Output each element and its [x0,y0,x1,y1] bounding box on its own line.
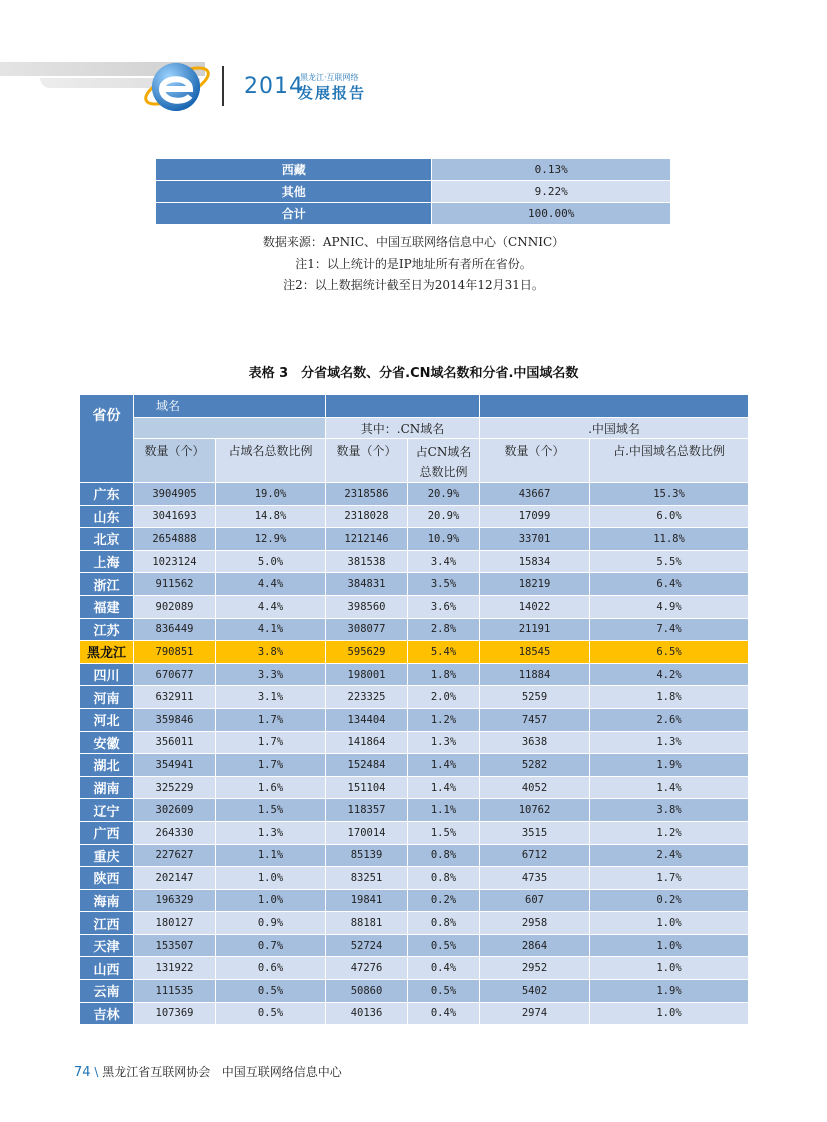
domain-ratio: 14.8% [216,505,326,528]
zhongguo-count: 33701 [480,528,590,551]
domain-ratio: 3.3% [216,663,326,686]
zhongguo-count: 15834 [480,550,590,573]
zhongguo-ratio: 15.3% [590,483,749,506]
note-2: 注2：以上数据统计截至日为2014年12月31日。 [283,278,544,292]
domain-count: 131922 [134,957,216,980]
province-name: 湖南 [80,776,134,799]
table-row [80,934,749,957]
domain-ratio: 1.1% [216,844,326,867]
province-name: 辽宁 [80,799,134,822]
domain-count: 202147 [134,867,216,890]
province-name: 广东 [80,483,134,506]
domain-count: 107369 [134,1002,216,1025]
domain-count: 325229 [134,776,216,799]
zhongguo-ratio: 2.4% [590,844,749,867]
cn-count: 308077 [326,618,408,641]
header-domain: 域名 [134,395,326,418]
province-name: 吉林 [80,1002,134,1025]
cn-count: 52724 [326,934,408,957]
header-subtitle-small: 黑龙江·互联网络 [300,73,359,82]
cn-count: 381538 [326,550,408,573]
domain-ratio: 0.9% [216,912,326,935]
domain-count: 359846 [134,708,216,731]
header-ratio-2 [408,439,480,483]
province-name: 山东 [80,505,134,528]
province-name: 四川 [80,663,134,686]
cn-ratio: 1.4% [408,776,480,799]
table1-value: 9.22% [432,181,671,203]
zhongguo-ratio: 1.0% [590,934,749,957]
cn-ratio: 0.8% [408,844,480,867]
zhongguo-ratio: 6.4% [590,573,749,596]
cn-ratio: 1.2% [408,708,480,731]
zhongguo-ratio: 3.8% [590,799,749,822]
zhongguo-count: 2864 [480,934,590,957]
table1-value: 100.00% [432,203,671,225]
table-row [80,776,749,799]
table1-value: 0.13% [432,159,671,181]
zhongguo-ratio: 1.0% [590,912,749,935]
domain-ratio: 0.7% [216,934,326,957]
table-row [80,844,749,867]
province-name: 河北 [80,708,134,731]
zhongguo-ratio: 1.7% [590,867,749,890]
cn-ratio: 0.4% [408,1002,480,1025]
zhongguo-count: 21191 [480,618,590,641]
province-name: 天津 [80,934,134,957]
page-footer [74,1063,342,1080]
cn-count: 384831 [326,573,408,596]
table-row [80,641,749,664]
cn-count: 40136 [326,1002,408,1025]
cn-ratio: 1.3% [408,731,480,754]
domain-ratio: 4.1% [216,618,326,641]
domain-ratio: 1.0% [216,889,326,912]
cn-count: 50860 [326,980,408,1003]
zhongguo-count: 2958 [480,912,590,935]
footer-org-1: 黑龙江省互联网协会 [102,1065,211,1079]
cn-ratio: 3.6% [408,595,480,618]
zhongguo-ratio: 1.3% [590,731,749,754]
cn-count: 2318028 [326,505,408,528]
domain-count: 153507 [134,934,216,957]
table-row [80,889,749,912]
cn-count: 170014 [326,821,408,844]
zhongguo-ratio: 6.5% [590,641,749,664]
domain-count: 1023124 [134,550,216,573]
domain-ratio: 4.4% [216,595,326,618]
domain-count: 790851 [134,641,216,664]
cn-ratio: 1.5% [408,821,480,844]
table-row [80,618,749,641]
zhongguo-count: 7457 [480,708,590,731]
table1-label: 西藏 [156,159,432,181]
cn-ratio: 0.2% [408,889,480,912]
zhongguo-ratio: 4.2% [590,663,749,686]
footer-org-2: 中国互联网络信息中心 [221,1065,342,1079]
table-row [80,731,749,754]
domain-count: 264330 [134,821,216,844]
table-row [80,867,749,890]
domain-count: 2654888 [134,528,216,551]
cn-ratio: 20.9% [408,505,480,528]
cn-count: 88181 [326,912,408,935]
domain-ratio: 1.3% [216,821,326,844]
header-blank-2 [480,395,749,418]
table1-row [156,181,671,203]
zhongguo-count: 17099 [480,505,590,528]
zhongguo-ratio: 1.2% [590,821,749,844]
header-province: 省份 [80,395,134,483]
province-name: 上海 [80,550,134,573]
footer-separator: \ [94,1065,99,1079]
header-ratio-3: 占.中国域名总数比例 [590,439,749,483]
cn-count: 152484 [326,754,408,777]
domain-count: 356011 [134,731,216,754]
header-cn: 其中：.CN域名 [326,418,480,439]
domain-ratio: 3.8% [216,641,326,664]
domain-count: 3904905 [134,483,216,506]
domain-ratio: 1.7% [216,731,326,754]
zhongguo-ratio: 11.8% [590,528,749,551]
table-row [80,799,749,822]
zhongguo-ratio: 1.9% [590,980,749,1003]
header-blank-3 [134,418,326,439]
domain-ratio: 1.5% [216,799,326,822]
table-caption: 表格 3 分省域名数、分省.CN域名数和分省.中国域名数 [248,366,579,381]
cn-count: 141864 [326,731,408,754]
domain-count: 911562 [134,573,216,596]
table-row [80,708,749,731]
cn-count: 1212146 [326,528,408,551]
cn-count: 398560 [326,595,408,618]
domain-ratio: 4.4% [216,573,326,596]
cn-ratio: 0.8% [408,912,480,935]
zhongguo-count: 5402 [480,980,590,1003]
cn-ratio: 0.4% [408,957,480,980]
table-row [80,686,749,709]
province-name: 海南 [80,889,134,912]
table-row [80,821,749,844]
zhongguo-ratio: 4.9% [590,595,749,618]
zhongguo-ratio: 6.0% [590,505,749,528]
header-zhongguo: .中国域名 [480,418,749,439]
cn-ratio: 3.5% [408,573,480,596]
domain-ratio: 1.6% [216,776,326,799]
table-row [80,957,749,980]
zhongguo-ratio: 5.5% [590,550,749,573]
domain-ratio: 1.0% [216,867,326,890]
province-name: 陕西 [80,867,134,890]
province-name: 广西 [80,821,134,844]
table-row [80,754,749,777]
table1-row [156,203,671,225]
cn-count: 595629 [326,641,408,664]
domain-count: 227627 [134,844,216,867]
cn-count: 85139 [326,844,408,867]
cn-ratio: 0.5% [408,934,480,957]
domain-ratio: 0.5% [216,980,326,1003]
province-name: 河南 [80,686,134,709]
cn-ratio: 20.9% [408,483,480,506]
header-count-3: 数量（个） [480,439,590,483]
header-count-2: 数量（个） [326,439,408,483]
province-name: 江西 [80,912,134,935]
cn-count: 2318586 [326,483,408,506]
domain-ratio: 5.0% [216,550,326,573]
domain-count: 836449 [134,618,216,641]
province-name: 安徽 [80,731,134,754]
zhongguo-count: 4735 [480,867,590,890]
province-name: 云南 [80,980,134,1003]
zhongguo-ratio: 7.4% [590,618,749,641]
zhongguo-count: 5282 [480,754,590,777]
zhongguo-count: 6712 [480,844,590,867]
province-name: 北京 [80,528,134,551]
zhongguo-count: 3638 [480,731,590,754]
zhongguo-count: 18219 [480,573,590,596]
province-name: 湖北 [80,754,134,777]
zhongguo-count: 5259 [480,686,590,709]
cn-ratio: 0.5% [408,980,480,1003]
zhongguo-count: 2974 [480,1002,590,1025]
table-row [80,550,749,573]
page-number: 74 [74,1065,91,1080]
province-name: 江苏 [80,618,134,641]
province-name: 福建 [80,595,134,618]
table1-label: 其他 [156,181,432,203]
table1-row [156,159,671,181]
header-ratio-2-line1: 占CN域名 [415,445,472,459]
table-row [80,483,749,506]
table-row [80,528,749,551]
zhongguo-count: 607 [480,889,590,912]
ip-province-table-tail [155,158,671,225]
table-row [80,1002,749,1025]
domain-ratio: 1.7% [216,754,326,777]
cn-count: 223325 [326,686,408,709]
zhongguo-count: 14022 [480,595,590,618]
cn-count: 118357 [326,799,408,822]
header-year: 2014 [244,74,304,99]
zhongguo-count: 43667 [480,483,590,506]
cn-ratio: 1.1% [408,799,480,822]
domain-count: 196329 [134,889,216,912]
cn-count: 19841 [326,889,408,912]
table-row [80,912,749,935]
cn-count: 134404 [326,708,408,731]
cn-count: 47276 [326,957,408,980]
domain-ratio: 12.9% [216,528,326,551]
cn-ratio: 2.8% [408,618,480,641]
zhongguo-count: 4052 [480,776,590,799]
zhongguo-count: 3515 [480,821,590,844]
header-ratio-2-line2: 总数比例 [419,465,468,479]
header-subtitle-big: 发展报告 [298,84,367,102]
header-count-1: 数量（个） [134,439,216,483]
province-name: 黑龙江 [80,641,134,664]
zhongguo-ratio: 1.4% [590,776,749,799]
table-row [80,595,749,618]
domain-count: 354941 [134,754,216,777]
zhongguo-ratio: 0.2% [590,889,749,912]
header-blank-1 [326,395,480,418]
zhongguo-ratio: 1.0% [590,957,749,980]
cn-ratio: 2.0% [408,686,480,709]
cn-count: 83251 [326,867,408,890]
zhongguo-count: 2952 [480,957,590,980]
header-ratio-1: 占域名总数比例 [216,439,326,483]
domain-ratio: 0.5% [216,1002,326,1025]
cn-ratio: 10.9% [408,528,480,551]
table1-label: 合计 [156,203,432,225]
cn-ratio: 0.8% [408,867,480,890]
zhongguo-ratio: 1.0% [590,1002,749,1025]
zhongguo-ratio: 1.9% [590,754,749,777]
domain-count: 302609 [134,799,216,822]
domain-count: 180127 [134,912,216,935]
cn-ratio: 5.4% [408,641,480,664]
table-row [80,663,749,686]
domain-count: 902089 [134,595,216,618]
domain-count: 111535 [134,980,216,1003]
zhongguo-count: 11884 [480,663,590,686]
cn-count: 198001 [326,663,408,686]
ie-logo-icon [140,52,214,118]
header-divider [222,66,224,106]
table-row [80,505,749,528]
note-1: 注1：以上统计的是IP地址所有者所在省份。 [295,257,532,271]
domain-count: 632911 [134,686,216,709]
domain-count: 3041693 [134,505,216,528]
zhongguo-count: 18545 [480,641,590,664]
table-row [80,573,749,596]
province-name: 重庆 [80,844,134,867]
source-note: 数据来源：APNIC、中国互联网络信息中心（CNNIC） [262,235,565,249]
cn-ratio: 1.8% [408,663,480,686]
domain-ratio: 0.6% [216,957,326,980]
domain-ratio: 1.7% [216,708,326,731]
table-row [80,980,749,1003]
province-name: 山西 [80,957,134,980]
zhongguo-ratio: 1.8% [590,686,749,709]
province-name: 浙江 [80,573,134,596]
cn-ratio: 3.4% [408,550,480,573]
cn-ratio: 1.4% [408,754,480,777]
domain-by-province-table [79,394,749,1025]
zhongguo-ratio: 2.6% [590,708,749,731]
domain-count: 670677 [134,663,216,686]
domain-ratio: 3.1% [216,686,326,709]
zhongguo-count: 10762 [480,799,590,822]
domain-ratio: 19.0% [216,483,326,506]
cn-count: 151104 [326,776,408,799]
